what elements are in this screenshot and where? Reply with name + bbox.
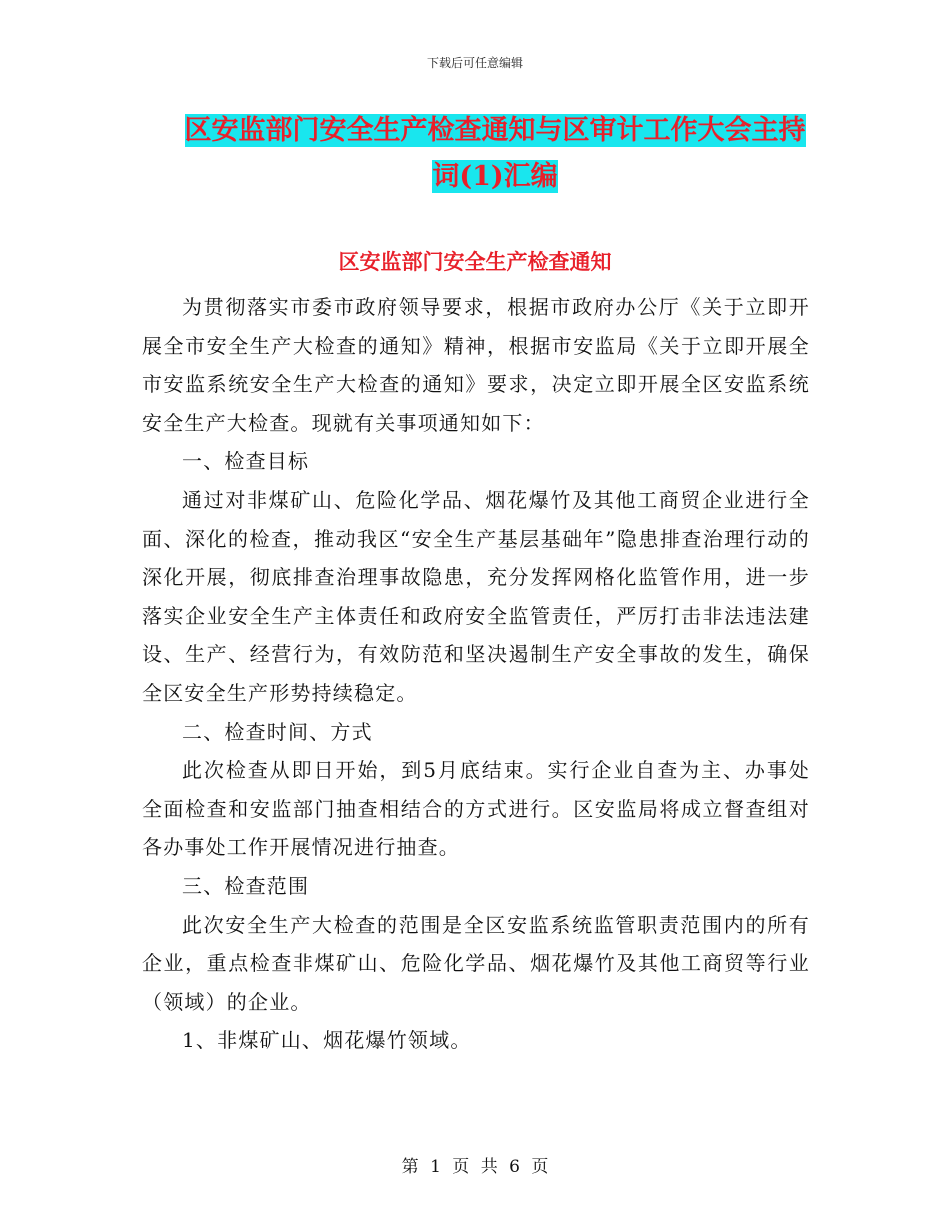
document-title-line-1: 区安监部门安全生产检查通知与区审计工作大会主持	[184, 115, 806, 146]
document-body	[142, 288, 810, 1060]
heading-inspection-time: 二、检查时间、方式	[182, 719, 373, 744]
paragraph-inspection-scope: 此次安全生产大检查的范围是全区安监系统监管职责范围内的所有企业，重点检查非煤矿山、危险化学品、烟花爆竹及其他工商贸等行业（领域）的企业。	[142, 912, 810, 1014]
header-note: 下载后可任意编辑	[426, 56, 523, 70]
paragraph-inspection-time: 此次检查从即日开始，到5月底结束。实行企业自查为主、办事处全面检查和安监部门抽查相结合的方式进行。区安监局将成立督查组对各办事处工作开展情况进行抽查。	[142, 758, 810, 860]
document-title	[150, 108, 840, 200]
paragraph-inspection-goal: 通过对非煤矿山、危险化学品、烟花爆竹及其他工商贸企业进行全面、深化的检查，推动我区“安全生产基层基础年”隐患排查治理行动的深化开展，彻底排查治理事故隐患，充分发挥网格化监管作用，进一步落实企业安全生产主体责任和政府安全监管责任，严厉打击非法违法建设、生产、经营行为，有效防范和坚决遏制生产安全事故的发生，确保全区安全生产形势持续稳定。	[142, 487, 810, 705]
document-title-line-2: 词(1)汇编	[432, 161, 558, 192]
heading-inspection-goal: 一、检查目标	[182, 449, 310, 474]
section-title: 区安监部门安全生产检查通知	[338, 249, 612, 274]
paragraph-intro: 为贯彻落实市委市政府领导要求，根据市政府办公厅《关于立即开展全市安全生产大检查的通知》精神，根据市安监局《关于立即开展全市安监系统安全生产大检查的通知》要求，决定立即开展全区安监系统安全生产大检查。现就有关事项通知如下：	[142, 295, 810, 435]
heading-inspection-scope: 三、检查范围	[182, 873, 310, 898]
page-number-footer: 第 1 页 共 6 页	[401, 1157, 549, 1177]
list-item-scope-1: 1、非煤矿山、烟花爆竹领域。	[182, 1028, 472, 1053]
